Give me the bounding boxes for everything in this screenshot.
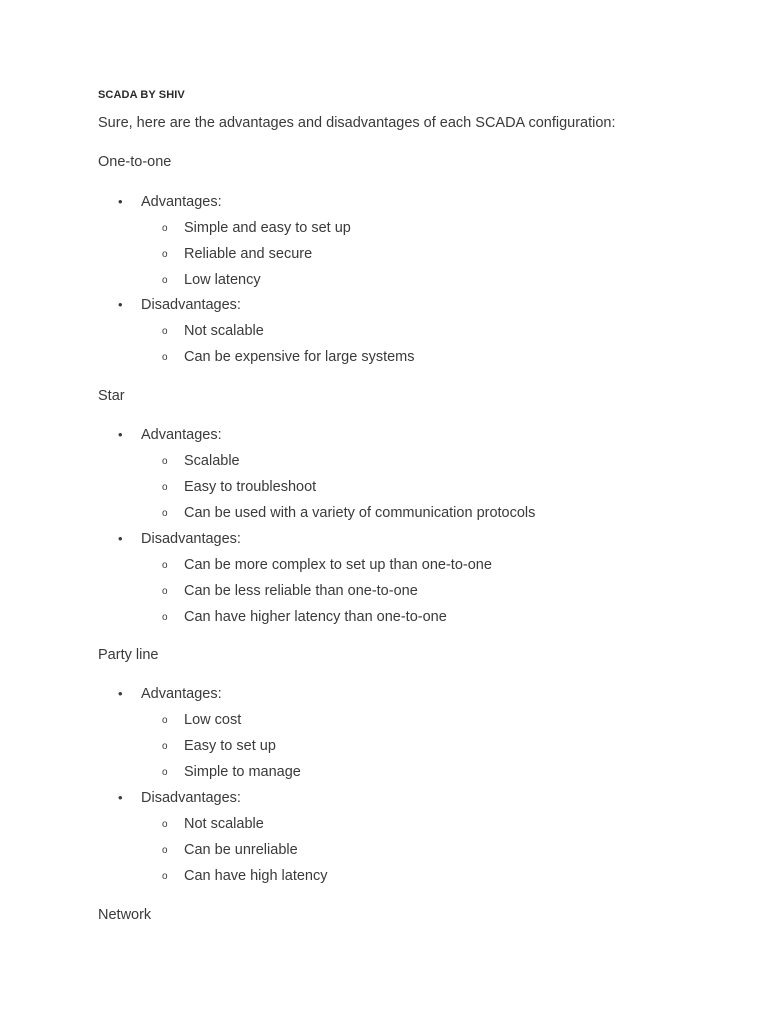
circle-bullet-icon: o (162, 715, 168, 726)
list-item (162, 867, 328, 885)
group-label: Advantages: (141, 194, 222, 210)
group-label: Advantages: (141, 427, 222, 443)
list-item (162, 608, 447, 626)
bullet-icon: • (118, 194, 123, 209)
list-item (118, 296, 241, 314)
bullet-icon: • (118, 531, 123, 546)
circle-bullet-icon: o (162, 456, 168, 467)
list-item (162, 711, 242, 729)
circle-bullet-icon: o (162, 223, 168, 234)
item-text: Can be less reliable than one-to-one (184, 583, 418, 599)
circle-bullet-icon: o (162, 845, 168, 856)
list-item (162, 582, 418, 600)
item-text: Reliable and secure (184, 246, 313, 262)
item-text: Can have higher latency than one-to-one (184, 609, 447, 625)
circle-bullet-icon: o (162, 586, 168, 597)
section-title-party-line: Party line (98, 647, 159, 663)
item-text: Can be used with a variety of communication protocols (184, 505, 536, 521)
circle-bullet-icon: o (162, 871, 168, 882)
circle-bullet-icon: o (162, 249, 168, 260)
list-item (162, 478, 317, 496)
circle-bullet-icon: o (162, 767, 168, 778)
circle-bullet-icon: o (162, 275, 168, 286)
bullet-icon: • (118, 686, 123, 701)
list-item (162, 556, 492, 574)
section-title-one-to-one: One-to-one (98, 154, 172, 170)
group-label: Advantages: (141, 686, 222, 702)
bullet-icon: • (118, 790, 123, 805)
item-text: Not scalable (184, 323, 264, 339)
document-title: SCADA BY SHIV (98, 89, 185, 101)
list-item (162, 815, 264, 833)
circle-bullet-icon: o (162, 741, 168, 752)
list-item (118, 193, 222, 211)
list-item (162, 452, 240, 470)
item-text: Easy to troubleshoot (184, 479, 317, 495)
item-text: Low cost (184, 712, 242, 728)
group-label: Disadvantages: (141, 297, 241, 313)
intro-paragraph: Sure, here are the advantages and disadvantages of each SCADA configuration: (98, 115, 616, 131)
item-text: Can be unreliable (184, 842, 298, 858)
list-item (162, 271, 261, 289)
item-text: Easy to set up (184, 738, 276, 754)
item-text: Can be expensive for large systems (184, 349, 415, 365)
bullet-icon: • (118, 297, 123, 312)
section-title-network: Network (98, 907, 152, 923)
item-text: Simple and easy to set up (184, 220, 351, 236)
item-text: Not scalable (184, 816, 264, 832)
bullet-icon: • (118, 427, 123, 442)
item-text: Simple to manage (184, 764, 301, 780)
section-title-star: Star (98, 388, 125, 404)
list-item (162, 348, 415, 366)
circle-bullet-icon: o (162, 819, 168, 830)
list-item (118, 530, 241, 548)
circle-bullet-icon: o (162, 482, 168, 493)
list-item (118, 426, 222, 444)
group-label: Disadvantages: (141, 531, 241, 547)
list-item (162, 841, 298, 859)
list-item (162, 245, 313, 263)
circle-bullet-icon: o (162, 612, 168, 623)
circle-bullet-icon: o (162, 326, 168, 337)
list-item (162, 322, 264, 340)
list-item (118, 789, 241, 807)
circle-bullet-icon: o (162, 560, 168, 571)
item-text: Can be more complex to set up than one-to-one (184, 557, 492, 573)
circle-bullet-icon: o (162, 508, 168, 519)
list-item (162, 763, 301, 781)
list-item (162, 504, 536, 522)
list-item (162, 737, 276, 755)
item-text: Low latency (184, 272, 261, 288)
item-text: Scalable (184, 453, 240, 469)
list-item (162, 219, 351, 237)
group-label: Disadvantages: (141, 790, 241, 806)
item-text: Can have high latency (184, 868, 328, 884)
circle-bullet-icon: o (162, 352, 168, 363)
list-item (118, 685, 222, 703)
